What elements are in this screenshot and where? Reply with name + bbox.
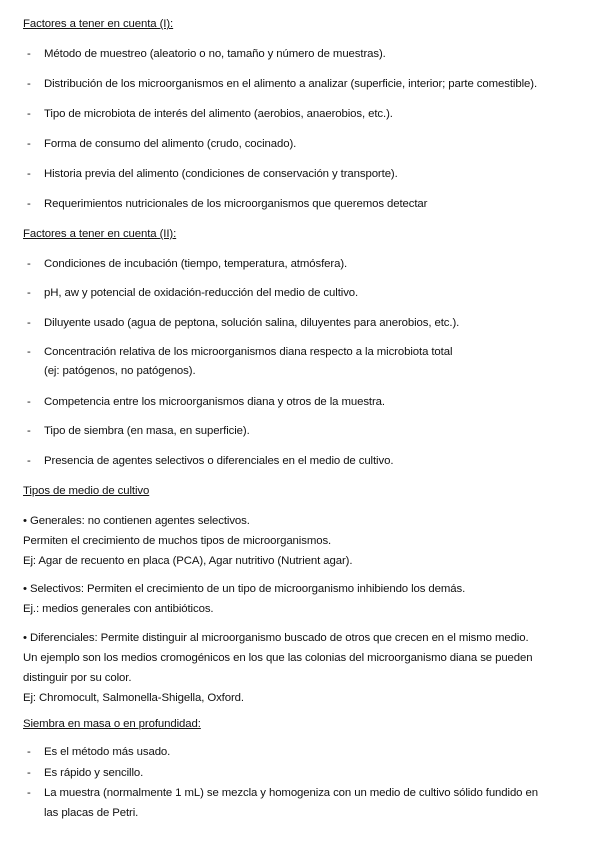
list-item-text: Es rápido y sencillo. (44, 767, 144, 779)
paragraph-line: distinguir por su color. (23, 672, 132, 684)
paragraph-line: • Diferenciales: Permite distinguir al microorganismo buscado de otros que crecen en el mismo medio. (23, 632, 529, 644)
list-item-text: Tipo de microbiota de interés del alimento (aerobios, anaerobios, etc.). (44, 108, 393, 120)
paragraph-line: Ej: Chromocult, Salmonella-Shigella, Oxford. (23, 692, 244, 704)
dash-marker: - (27, 168, 31, 180)
dash-marker: - (27, 78, 31, 90)
list-item-text: Es el método más usado. (44, 746, 171, 758)
dash-marker: - (27, 746, 31, 758)
dash-marker: - (27, 425, 31, 437)
section-heading-siembra-masa: Siembra en masa o en profundidad: (23, 718, 201, 730)
paragraph-line: Ej: Agar de recuento en placa (PCA), Agar nutritivo (Nutrient agar). (23, 555, 353, 567)
paragraph-line: • Selectivos: Permiten el crecimiento de un tipo de microorganismo inhibiendo los demás. (23, 583, 466, 595)
list-item-text: Concentración relativa de los microorganismos diana respecto a la microbiota total (44, 346, 453, 358)
list-item-text: Tipo de siembra (en masa, en superficie). (44, 425, 250, 437)
paragraph-line: Ej.: medios generales con antibióticos. (23, 603, 214, 615)
dash-marker: - (27, 346, 31, 358)
dash-marker: - (27, 787, 31, 799)
dash-marker: - (27, 396, 31, 408)
list-item-text: Distribución de los microorganismos en el alimento a analizar (superficie, interior; parte comestible). (44, 78, 538, 90)
list-item-text: Historia previa del alimento (condiciones de conservación y transporte). (44, 168, 398, 180)
dash-marker: - (27, 48, 31, 60)
paragraph-line: • Generales: no contienen agentes selectivos. (23, 515, 250, 527)
list-item-text: Forma de consumo del alimento (crudo, cocinado). (44, 138, 297, 150)
paragraph-selectivos (23, 579, 465, 619)
paragraph-line: Un ejemplo son los medios cromogénicos en los que las colonias del microorganismo diana se pueden (23, 652, 533, 664)
paragraph-line: Permiten el crecimiento de muchos tipos de microorganismos. (23, 535, 332, 547)
dash-marker: - (27, 108, 31, 120)
section-heading-tipos-medio: Tipos de medio de cultivo (23, 485, 150, 497)
list-item-text: La muestra (normalmente 1 mL) se mezcla y homogeniza con un medio de cultivo sólido fundido en (44, 787, 538, 799)
dash-marker: - (27, 455, 31, 467)
list-item-text: Método de muestreo (aleatorio o no, tamaño y número de muestras). (44, 48, 386, 60)
list-item-text: Diluyente usado (agua de peptona, solución salina, diluyentes para anerobios, etc.). (44, 317, 460, 329)
list-item-text: Presencia de agentes selectivos o diferenciales en el medio de cultivo. (44, 455, 394, 467)
dash-marker: - (27, 138, 31, 150)
section-heading-factores-1: Factores a tener en cuenta (I): (23, 18, 174, 30)
dash-marker: - (27, 767, 31, 779)
paragraph-diferenciales (23, 628, 533, 708)
paragraph-generales (23, 511, 352, 571)
list-item-text: Requerimientos nutricionales de los microorganismos que queremos detectar (44, 198, 428, 210)
dash-marker: - (27, 317, 31, 329)
dash-marker: - (27, 198, 31, 210)
list-item-text-continued: (ej: patógenos, no patógenos). (44, 365, 196, 377)
list-item-text: Competencia entre los microorganismos diana y otros de la muestra. (44, 396, 385, 408)
section-heading-factores-2: Factores a tener en cuenta (II): (23, 228, 177, 240)
list-item-text: pH, aw y potencial de oxidación-reducción del medio de cultivo. (44, 287, 359, 299)
list-item-text-continued: las placas de Petri. (44, 807, 139, 819)
list-item-text: Condiciones de incubación (tiempo, temperatura, atmósfera). (44, 258, 348, 270)
dash-marker: - (27, 258, 31, 270)
dash-marker: - (27, 287, 31, 299)
